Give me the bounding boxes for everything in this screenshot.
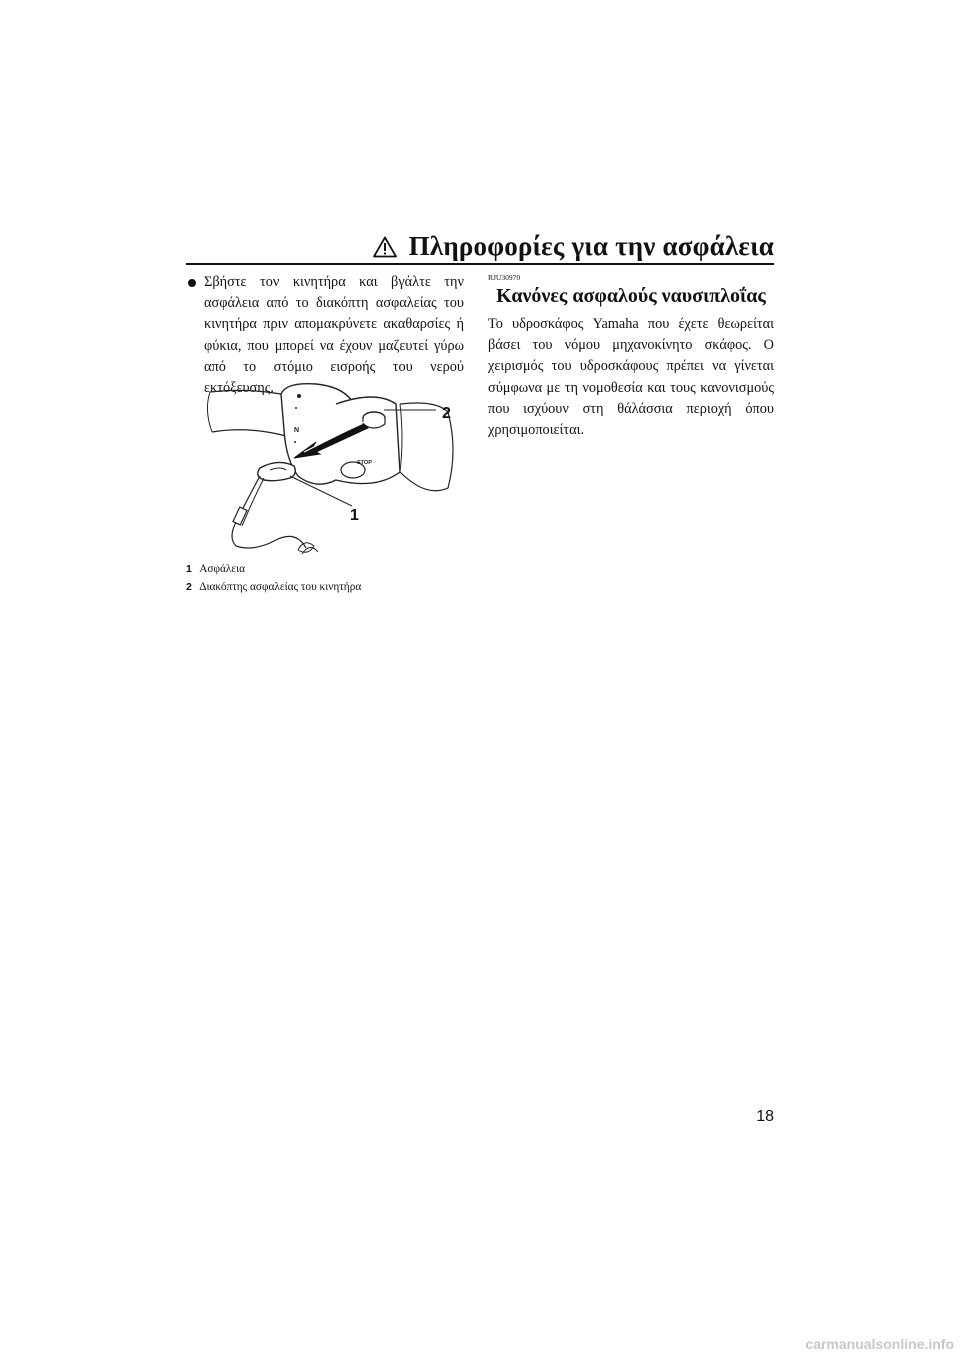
bullet-dot-icon — [188, 279, 196, 287]
caption-item — [186, 560, 464, 578]
section-code: RJU30970 — [488, 273, 521, 282]
engine-shut-off-illustration — [186, 380, 464, 560]
watermark: carmanualsonline.info — [805, 1336, 954, 1352]
page-header — [186, 228, 774, 262]
callout-1: 1 — [350, 507, 359, 524]
stop-label: STOP — [357, 460, 372, 466]
section-paragraph: Το υδροσκάφος Yamaha που έχετε θεωρείται βάσει του νόμου μηχανοκίνητο σκάφος. Ο χειρισμός του υδροσκάφους πρέπει να γίνεται σύμφωνα με τη νομοθεσία και τους κανονισμούς που ισχύουν στη θάλάσσια περιοχή όπου χρησιμοποιείται. — [488, 316, 774, 439]
caption-text: Ασφάλεια — [199, 563, 246, 575]
caption-number: 1 — [186, 563, 192, 575]
section-heading: Κανόνες ασφαλούς ναυσιπλοΐας — [496, 285, 766, 307]
bullet-text: Σβήστε τον κινητήρα και βγάλτε την ασφάλεια από το διακόπτη ασφαλείας του κινητήρα πριν απομακρύνετε ακαθαρσίες ή φύκια, που μπορεί να έχουν μαζευτεί γύρω από το στόμιο εισροής του νερού εκτόξευσης. — [204, 274, 464, 397]
page-number: 18 — [756, 1108, 774, 1125]
caption-item — [186, 578, 464, 596]
figure-captions — [186, 560, 464, 596]
caption-text: Διακόπτης ασφαλείας του κινητήρα — [199, 581, 362, 593]
right-column — [488, 272, 774, 441]
warning-triangle-icon — [373, 236, 397, 258]
caption-number: 2 — [186, 581, 192, 593]
n-label: N — [294, 427, 300, 434]
header-divider — [186, 263, 774, 265]
page-title: Πληροφορίες για την ασφάλεια — [408, 231, 774, 261]
callout-2: 2 — [442, 405, 451, 422]
